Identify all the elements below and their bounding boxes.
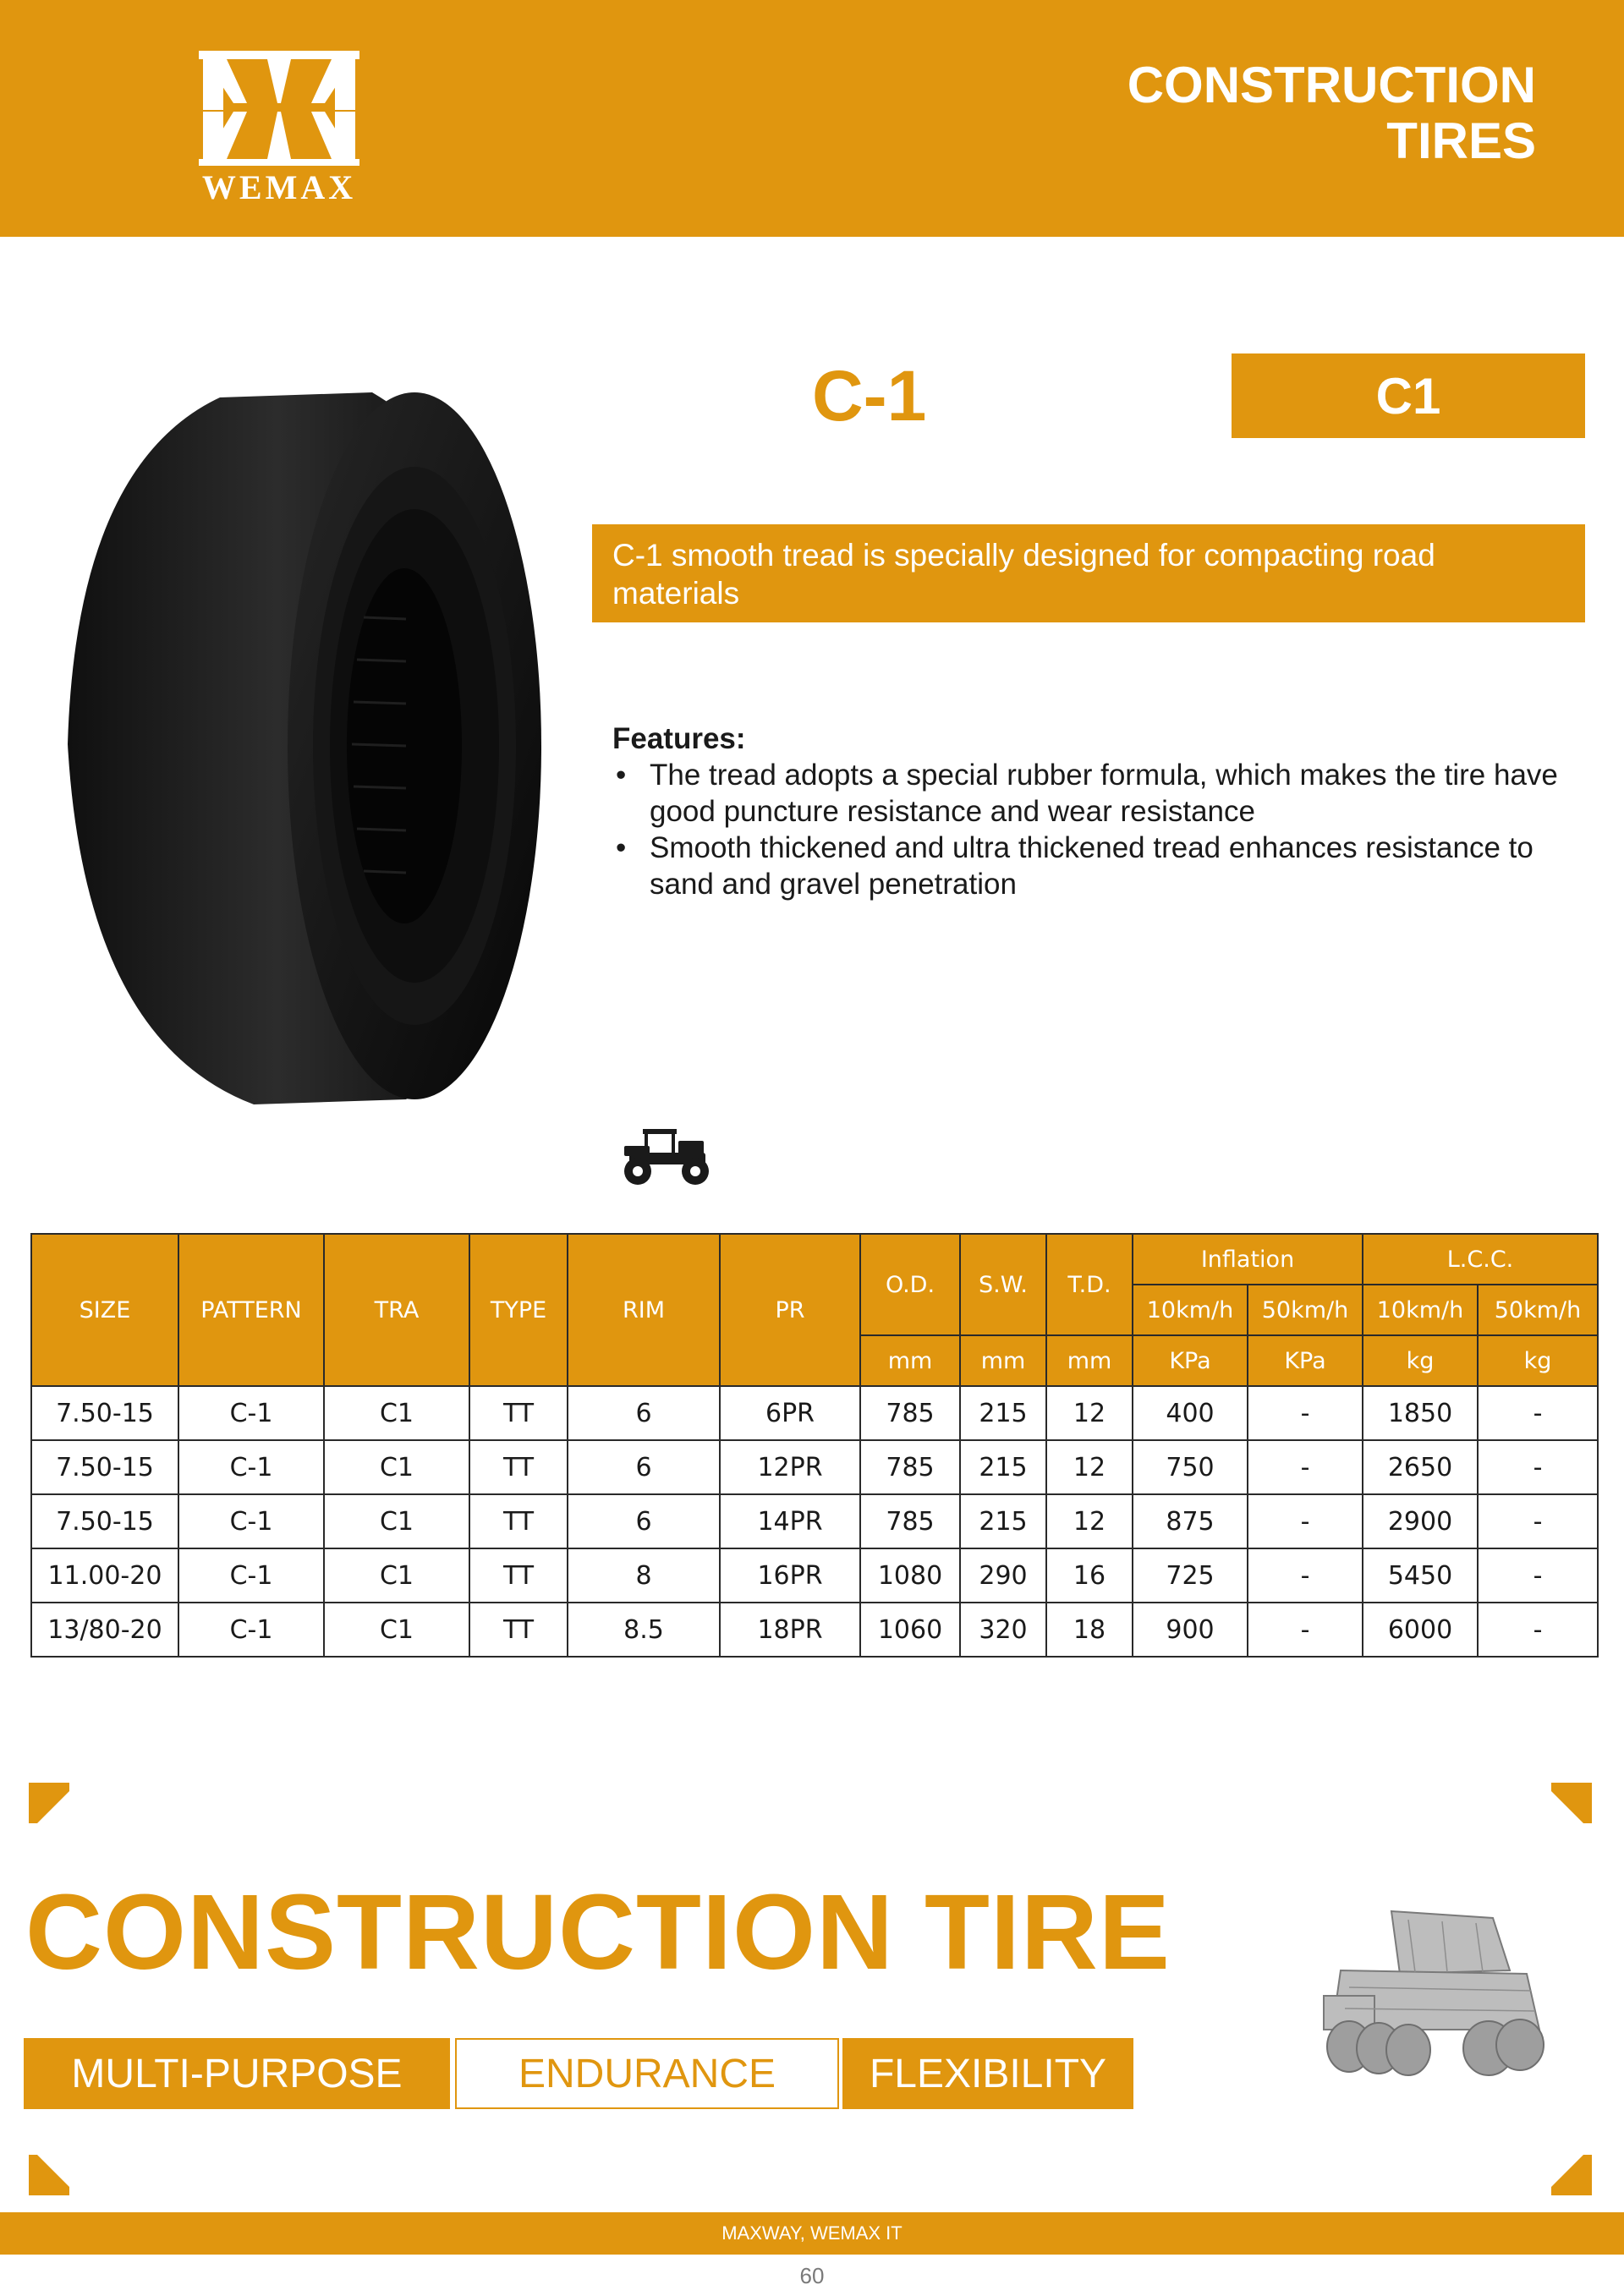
table-cell: C-1 xyxy=(178,1494,324,1548)
header-pattern: PATTERN xyxy=(178,1234,324,1386)
table-row xyxy=(31,1603,1598,1657)
table-cell: 12 xyxy=(1046,1386,1133,1440)
table-row xyxy=(31,1440,1598,1494)
table-cell: TT xyxy=(469,1603,568,1657)
tag-endurance: ENDURANCE xyxy=(455,2038,839,2109)
header-speed: 50km/h xyxy=(1248,1285,1363,1335)
table-cell: 18PR xyxy=(720,1603,860,1657)
table-cell: 18 xyxy=(1046,1603,1133,1657)
table-cell: 16 xyxy=(1046,1548,1133,1603)
table-cell: 12 xyxy=(1046,1440,1133,1494)
table-cell: C1 xyxy=(324,1548,469,1603)
table-row xyxy=(31,1386,1598,1440)
corner-mark-icon xyxy=(1551,1783,1592,1823)
table-cell: - xyxy=(1248,1548,1363,1603)
pneumatic-roller-icon xyxy=(1307,1903,1552,2080)
table-cell: 5450 xyxy=(1363,1548,1478,1603)
table-cell: - xyxy=(1478,1440,1598,1494)
table-cell: 215 xyxy=(960,1494,1046,1548)
table-cell: TT xyxy=(469,1440,568,1494)
features-title: Features: xyxy=(612,722,746,755)
table-cell: C-1 xyxy=(178,1440,324,1494)
table-cell: 1850 xyxy=(1363,1386,1478,1440)
header-inflation: Inflation xyxy=(1133,1234,1363,1285)
table-cell: 785 xyxy=(860,1494,960,1548)
table-cell: 785 xyxy=(860,1440,960,1494)
table-cell: C1 xyxy=(324,1603,469,1657)
logo-wordmark: WEMAX xyxy=(201,168,357,206)
header-unit: KPa xyxy=(1248,1335,1363,1386)
model-name: C-1 xyxy=(812,356,927,436)
wemax-logo xyxy=(152,51,406,206)
table-cell: - xyxy=(1478,1386,1598,1440)
table-cell: 6000 xyxy=(1363,1603,1478,1657)
header-speed: 10km/h xyxy=(1133,1285,1248,1335)
table-cell: 1060 xyxy=(860,1603,960,1657)
table-cell: 6 xyxy=(568,1440,720,1494)
table-cell: C-1 xyxy=(178,1386,324,1440)
feature-item: • The tread adopts a special rubber formula, which makes the tire have good puncture resistance and wear resistance xyxy=(612,757,1585,830)
footer-bar xyxy=(0,2212,1624,2255)
header-od: O.D. xyxy=(860,1234,960,1335)
table-cell: - xyxy=(1478,1603,1598,1657)
header-unit: kg xyxy=(1478,1335,1598,1386)
table-cell: 12PR xyxy=(720,1440,860,1494)
table-cell: 12 xyxy=(1046,1494,1133,1548)
table-cell: C-1 xyxy=(178,1603,324,1657)
table-cell: 6 xyxy=(568,1386,720,1440)
header-unit: mm xyxy=(860,1335,960,1386)
feature-item: • Smooth thickened and ultra thickened tread enhances resistance to sand and gravel penetration xyxy=(612,830,1585,902)
header-size: SIZE xyxy=(31,1234,178,1386)
table-cell: 785 xyxy=(860,1386,960,1440)
table-cell: - xyxy=(1248,1494,1363,1548)
header-pr: PR xyxy=(720,1234,860,1386)
features-list xyxy=(612,757,1585,902)
table-cell: 7.50-15 xyxy=(31,1440,178,1494)
table-cell: - xyxy=(1478,1494,1598,1548)
table-row xyxy=(31,1548,1598,1603)
header-title-line2: TIRES xyxy=(1386,112,1536,169)
corner-mark-icon xyxy=(1551,2155,1592,2195)
header-rim: RIM xyxy=(568,1234,720,1386)
table-cell: 6PR xyxy=(720,1386,860,1440)
header-speed: 50km/h xyxy=(1478,1285,1598,1335)
table-cell: 400 xyxy=(1133,1386,1248,1440)
table-cell: 13/80-20 xyxy=(31,1603,178,1657)
table-cell: 8.5 xyxy=(568,1603,720,1657)
tra-code-box: C1 xyxy=(1232,353,1585,438)
header-unit: mm xyxy=(960,1335,1046,1386)
table-cell: 875 xyxy=(1133,1494,1248,1548)
header-sw: S.W. xyxy=(960,1234,1046,1335)
table-cell: 8 xyxy=(568,1548,720,1603)
table-cell: 215 xyxy=(960,1440,1046,1494)
table-cell: 6 xyxy=(568,1494,720,1548)
table-cell: TT xyxy=(469,1548,568,1603)
header-unit: mm xyxy=(1046,1335,1133,1386)
table-cell: 320 xyxy=(960,1603,1046,1657)
table-cell: 900 xyxy=(1133,1603,1248,1657)
table-cell: C1 xyxy=(324,1440,469,1494)
tag-multi-purpose: MULTI-PURPOSE xyxy=(24,2038,450,2109)
header-unit: kg xyxy=(1363,1335,1478,1386)
banner-title: CONSTRUCTION TIRE xyxy=(25,1872,1171,1992)
table-cell: TT xyxy=(469,1386,568,1440)
table-cell: 14PR xyxy=(720,1494,860,1548)
table-cell: 11.00-20 xyxy=(31,1548,178,1603)
header-unit: KPa xyxy=(1133,1335,1248,1386)
table-cell: TT xyxy=(469,1494,568,1548)
table-cell: C1 xyxy=(324,1386,469,1440)
table-cell: - xyxy=(1478,1548,1598,1603)
table-cell: C-1 xyxy=(178,1548,324,1603)
corner-mark-icon xyxy=(29,2155,69,2195)
table-cell: 2900 xyxy=(1363,1494,1478,1548)
table-cell: 750 xyxy=(1133,1440,1248,1494)
header-type: TYPE xyxy=(469,1234,568,1386)
table-cell: - xyxy=(1248,1386,1363,1440)
table-cell: - xyxy=(1248,1440,1363,1494)
header-td: T.D. xyxy=(1046,1234,1133,1335)
logo-mark-icon xyxy=(152,51,406,169)
tag-flexibility: FLEXIBILITY xyxy=(842,2038,1133,2109)
table-row xyxy=(31,1494,1598,1548)
header-lcc: L.C.C. xyxy=(1363,1234,1598,1285)
corner-mark-icon xyxy=(29,1783,69,1823)
header-tra: TRA xyxy=(324,1234,469,1386)
table-cell: 7.50-15 xyxy=(31,1386,178,1440)
table-cell: 215 xyxy=(960,1386,1046,1440)
table-cell: 7.50-15 xyxy=(31,1494,178,1548)
road-roller-icon xyxy=(619,1121,714,1186)
table-cell: 2650 xyxy=(1363,1440,1478,1494)
header-title xyxy=(944,58,1536,169)
product-description: C-1 smooth tread is specially designed for compacting road materials xyxy=(592,524,1585,622)
table-cell: 290 xyxy=(960,1548,1046,1603)
table-cell: C1 xyxy=(324,1494,469,1548)
footer-text: MAXWAY, WEMAX IT xyxy=(721,2222,903,2244)
page-number: 60 xyxy=(799,2263,825,2288)
header-speed: 10km/h xyxy=(1363,1285,1478,1335)
tire-image xyxy=(51,381,558,1116)
table-cell: 16PR xyxy=(720,1548,860,1603)
spec-table xyxy=(30,1233,1599,1658)
features-section xyxy=(612,721,1585,902)
table-cell: 725 xyxy=(1133,1548,1248,1603)
header-title-line1: CONSTRUCTION xyxy=(1127,57,1536,113)
table-cell: - xyxy=(1248,1603,1363,1657)
table-cell: 1080 xyxy=(860,1548,960,1603)
